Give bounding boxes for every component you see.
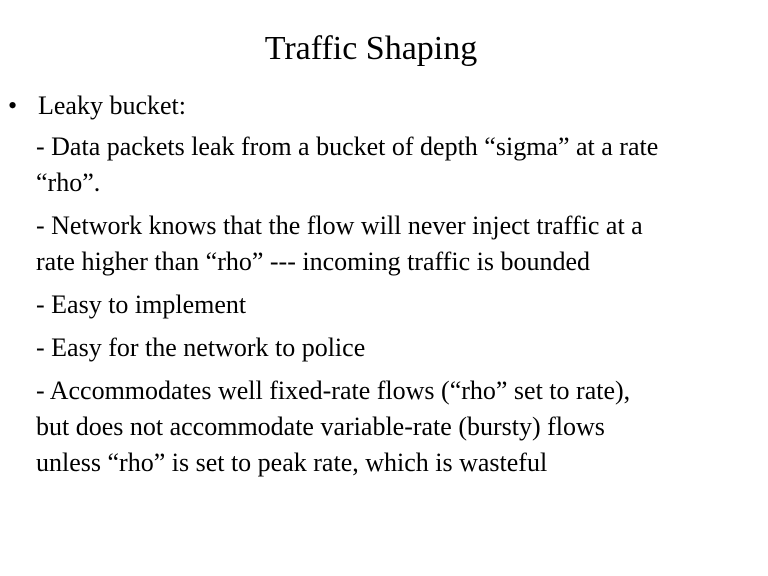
bullet-leaky-bucket xyxy=(8,88,186,124)
sub-item-list xyxy=(36,129,766,488)
sub-item-easy-police xyxy=(36,330,766,366)
slide-title: Traffic Shaping xyxy=(264,30,478,67)
bullet-marker: • xyxy=(8,91,18,120)
sub-item-line: - Easy to implement xyxy=(36,290,247,319)
sub-item-line: - Data packets leak from a bucket of depth “sigma” at a rate xyxy=(36,132,659,161)
sub-item-data-packets xyxy=(36,129,766,201)
sub-item-line: unless “rho” is set to peak rate, which is wasteful xyxy=(36,448,548,477)
sub-item-line: rate higher than “rho” --- incoming traffic is bounded xyxy=(36,247,590,276)
sub-item-line: - Accommodates well fixed-rate flows (“rho” set to rate), xyxy=(36,376,631,405)
sub-item-line: - Easy for the network to police xyxy=(36,333,366,362)
sub-item-network-knows xyxy=(36,208,766,280)
sub-item-line: “rho”. xyxy=(36,168,101,197)
sub-item-accommodates xyxy=(36,373,766,481)
bullet-text: Leaky bucket: xyxy=(38,91,186,120)
sub-item-easy-implement xyxy=(36,287,766,323)
sub-item-line: but does not accommodate variable-rate (bursty) flows xyxy=(36,412,605,441)
sub-item-line: - Network knows that the flow will never inject traffic at a xyxy=(36,211,643,240)
